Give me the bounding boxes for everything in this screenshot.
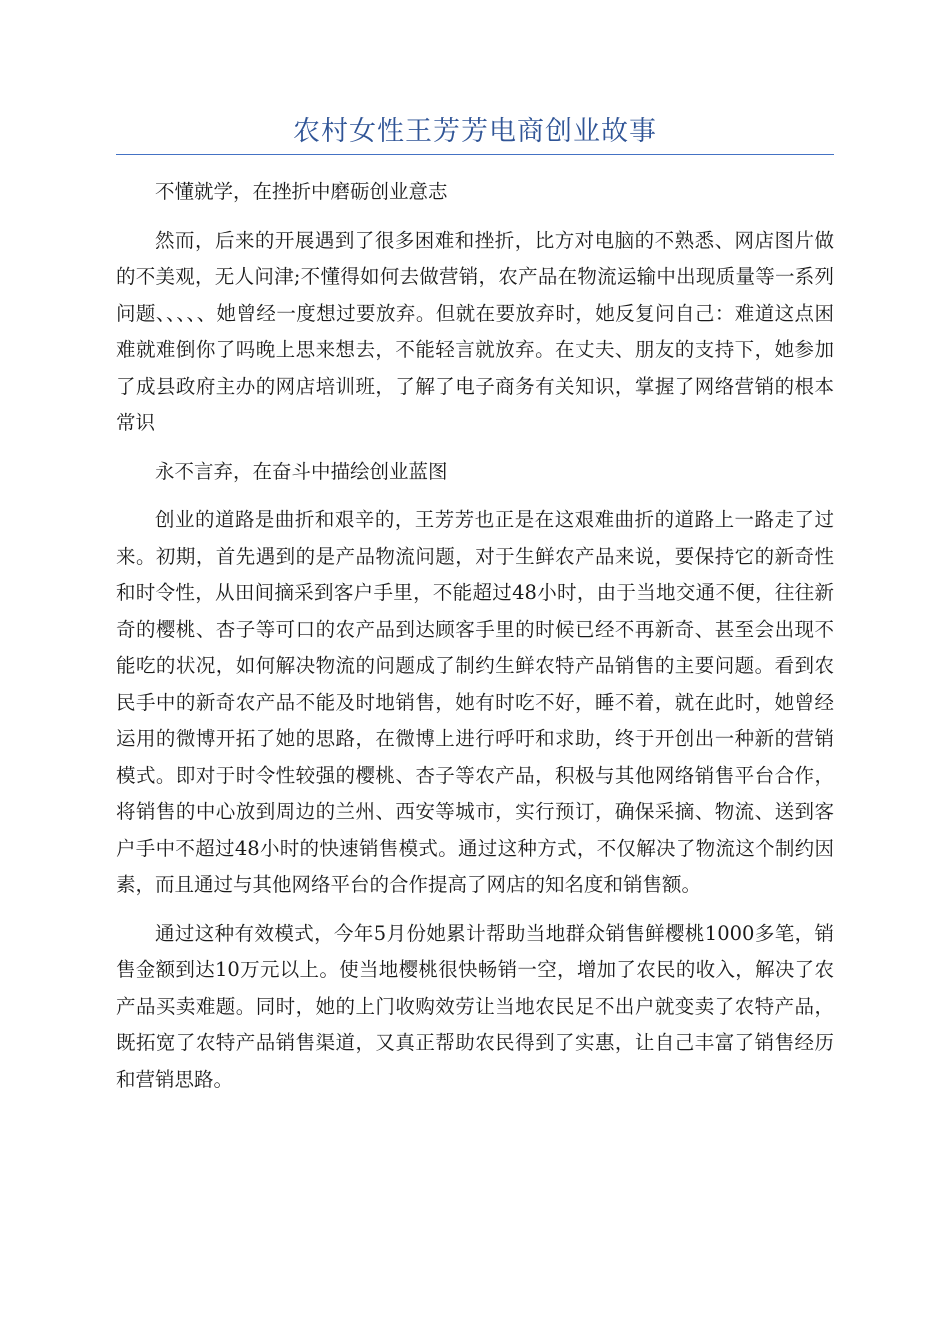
section-heading-never-give-up: 永不言弃，在奋斗中描绘创业蓝图 [155,459,448,483]
paragraph-logistics: 创业的道路是曲折和艰辛的，王芳芳也正是在这艰难曲折的道路上一路走了过来。初期，首先遇到的是产品物流问题，对于生鲜农产品来说，要保持它的新奇性和时令性，从田间摘采到客户手里，不能超过48小时，由于当地交通不便，往往新奇的樱桃、杏子等可口的农产品到达顾客手里的时候已经不再新奇、甚至会出现不能吃的状况，如何解决物流的问题成了制约生鲜农特产品销售的主要问题。看到农民手中的新奇农产品不能及时地销售，她有时吃不好，睡不着，就在此时，她曾经运用的微博开拓了她的思路，在微博上进行呼吁和求助，终于开创出一种新的营销模式。即对于时令性较强的樱桃、杏子等农产品，积极与其他网络销售平台合作，将销售的中心放到周边的兰州、西安等城市，实行预订，确保采摘、物流、送到客户手中不超过48小时的快速销售模式。通过这种方式，不仅解决了物流这个制约因素，而且通过与其他网络平台的合作提高了网店的知名度和销售额。 [116,508,834,896]
document-body [116,174,834,1098]
paragraph-difficulties: 然而，后来的开展遇到了很多困难和挫折，比方对电脑的不熟悉、网店图片做的不美观，无人问津;不懂得如何去做营销，农产品在物流运输中出现质量等一系列问题、、、、、她曾经一度想过要放弃。但就在要放弃时，她反复问自己：难道这点困难就难倒你了吗晚上思来想去，不能轻言就放弃。在丈夫、朋友的支持下，她参加了成县政府主办的网店培训班，了解了电子商务有关知识，掌握了网络营销的根本常识 [116,228,834,434]
document-title: 农村女性王芳芳电商创业故事 [293,116,657,147]
paragraph-results: 通过这种有效模式，今年5月份她累计帮助当地群众销售鲜樱桃1000多笔，销售金额到达10万元以上。使当地樱桃很快畅销一空，增加了农民的收入，解决了农产品买卖难题。同时，她的上门收购效劳让当地农民足不出户就变卖了农特产品，既拓宽了农特产品销售渠道，又真正帮助农民得到了实惠，让自己丰富了销售经历和营销思路。 [116,921,834,1091]
title-underline [116,154,834,155]
section-heading-learn: 不懂就学，在挫折中磨砺创业意志 [155,180,448,203]
